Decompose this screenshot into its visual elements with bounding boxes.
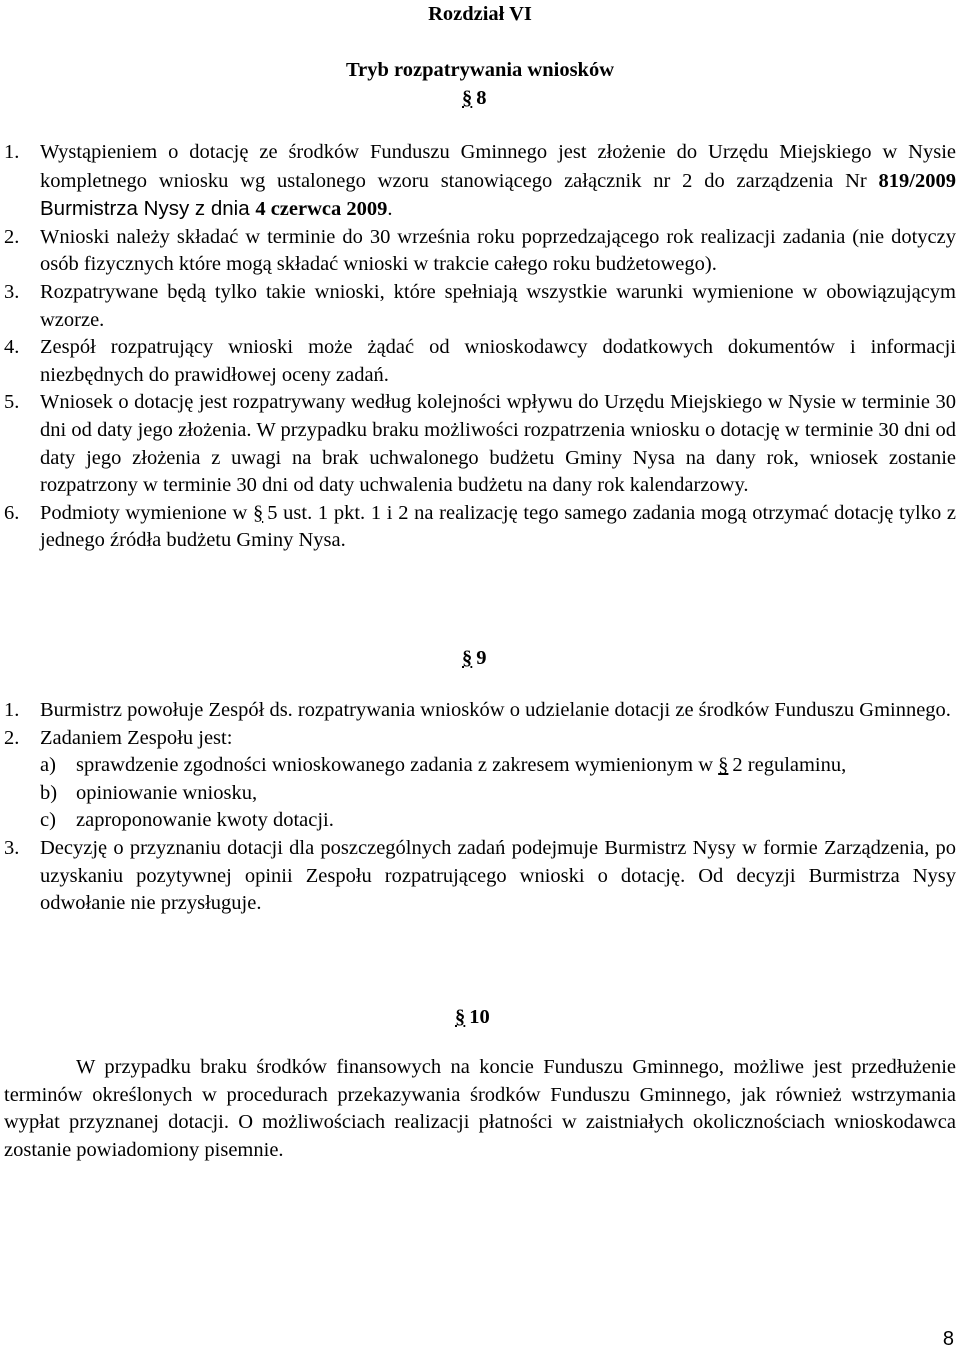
item-number: 2. (4, 225, 20, 248)
item-number: 6. (4, 501, 20, 524)
list-item (4, 725, 956, 835)
section-sign: § (252, 501, 264, 524)
paragraph-10-heading (455, 1004, 490, 1032)
paragraph-8-list (4, 139, 956, 555)
paragraph-number: 8 (476, 87, 487, 109)
subitem-label: b) (40, 781, 58, 804)
list-item (4, 835, 956, 918)
list-item (4, 334, 956, 389)
paragraph-number: 10 (469, 1006, 490, 1028)
section-sign: § (462, 647, 473, 669)
item-number: 3. (4, 836, 20, 859)
item-number: 3. (4, 280, 20, 303)
list-item (4, 224, 956, 279)
item-text-bold: 4 czerwca 2009 (255, 198, 388, 221)
item-text: Rozpatrywane będą tylko takie wnioski, które spełniają wszystkie warunki wymienione w obowiązującym wzorze. (40, 280, 956, 331)
item-text: Podmioty wymienione w (40, 501, 253, 524)
item-text: Decyzję o przyznaniu dotacji dla poszczególnych zadań podejmuje Burmistrz Nysy w formie Zarządzenia, po uzyskaniu pozytywnej opinii Zespołu rozpatrującego wnioski o dotację. Od decyzji Burmistrza Nysy odwołanie nie przysługuje. (40, 836, 956, 915)
item-text: Wniosek o dotację jest rozpatrywany według kolejności wpływu do Urzędu Miejskiego w Nysie w terminie 30 dni od daty jego złożenia. W przypadku braku możliwości rozpatrzenia wniosku o dotację w terminie 30 dni od daty jego złożenia z uwagi na brak uchwalonego budżetu Gminy Nysa na dany rok, wniosek zostanie rozpatrzony w terminie 30 dni od daty uchwalenia budżetu na dany rok kalendarzowy. (40, 391, 956, 497)
subitem-text: 2 regulaminu, (732, 754, 847, 777)
page-number: 8 (942, 1328, 954, 1350)
item-text: Burmistrza Nysy z dnia (40, 197, 256, 221)
item-text: Wnioski należy składać w terminie do 30 września roku poprzedzającego rok realizacji zadania (nie dotyczy osób fizycznych które mogą składać wnioski w trakcie całego roku budżetowego). (40, 225, 956, 276)
paragraph-9-heading (462, 645, 487, 673)
item-text: . (387, 198, 393, 221)
paragraph-9-list (4, 697, 956, 918)
section-sign: § (462, 87, 473, 109)
subitem-text: opiniowanie wniosku, (76, 781, 258, 804)
paragraph-8-heading (462, 85, 487, 113)
sub-list-item (4, 752, 956, 780)
item-text: Burmistrz powołuje Zespół ds. rozpatrywania wniosków o udzielanie dotacji ze środków Funduszu Gminnego. (40, 699, 951, 721)
section-sign: § (718, 754, 729, 777)
section-sign: § (455, 1006, 466, 1028)
item-number: 1. (4, 141, 20, 163)
subitem-label: c) (40, 809, 56, 832)
subitem-list (4, 752, 956, 835)
subitem-label: a) (40, 754, 56, 777)
item-number: 2. (4, 726, 20, 749)
list-item (4, 500, 956, 555)
item-text: Zespół rozpatrujący wnioski może żądać od wnioskodawcy dodatkowych dokumentów i informacji niezbędnych do prawidłowej oceny zadań. (40, 336, 956, 386)
section-title: Tryb rozpatrywania wniosków (345, 59, 615, 81)
item-number: 4. (4, 336, 20, 359)
list-item (4, 389, 956, 499)
subitem-text: sprawdzenie zgodności wnioskowanego zadania z zakresem wymienionym w (76, 754, 719, 777)
list-item (4, 697, 956, 725)
list-item (4, 279, 956, 334)
sub-list-item (4, 807, 956, 835)
list-item (4, 139, 956, 224)
item-text: Zadaniem Zespołu jest: (40, 726, 233, 749)
chapter-heading: Rozdział VI (428, 3, 532, 25)
paragraph-10-text: W przypadku braku środków finansowych na koncie Funduszu Gminnego, możliwe jest przedłużenie terminów określonych w procedurach przekazywania środków Funduszu Gminnego, jak również wstrzymania wypłat przyznanej dotacji. O możliwościach realizacji płatności w zaistniałych okolicznościach wnioskodawca zostanie powiadomiony pisemnie. (4, 1056, 956, 1161)
item-number: 1. (4, 699, 20, 721)
sub-list-item (4, 780, 956, 808)
paragraph-number: 9 (476, 647, 487, 669)
item-number: 5. (4, 391, 20, 414)
item-text-bold: 819/2009 (878, 169, 956, 192)
subitem-text: zaproponowanie kwoty dotacji. (76, 809, 334, 832)
item-text: Wystąpieniem o dotację ze środków Funduszu Gminnego jest złożenie do Urzędu Miejskiego w Nysie kompletnego wniosku wg ustalonego wzoru stanowiącego załącznik nr 2 do zarządzenia Nr (40, 141, 956, 192)
item-text: 5 ust. 1 pkt. 1 i 2 na realizację tego samego zadania mogą otrzymać dotację tylko z jednego źródła budżetu Gminy Nysa. (40, 501, 956, 552)
